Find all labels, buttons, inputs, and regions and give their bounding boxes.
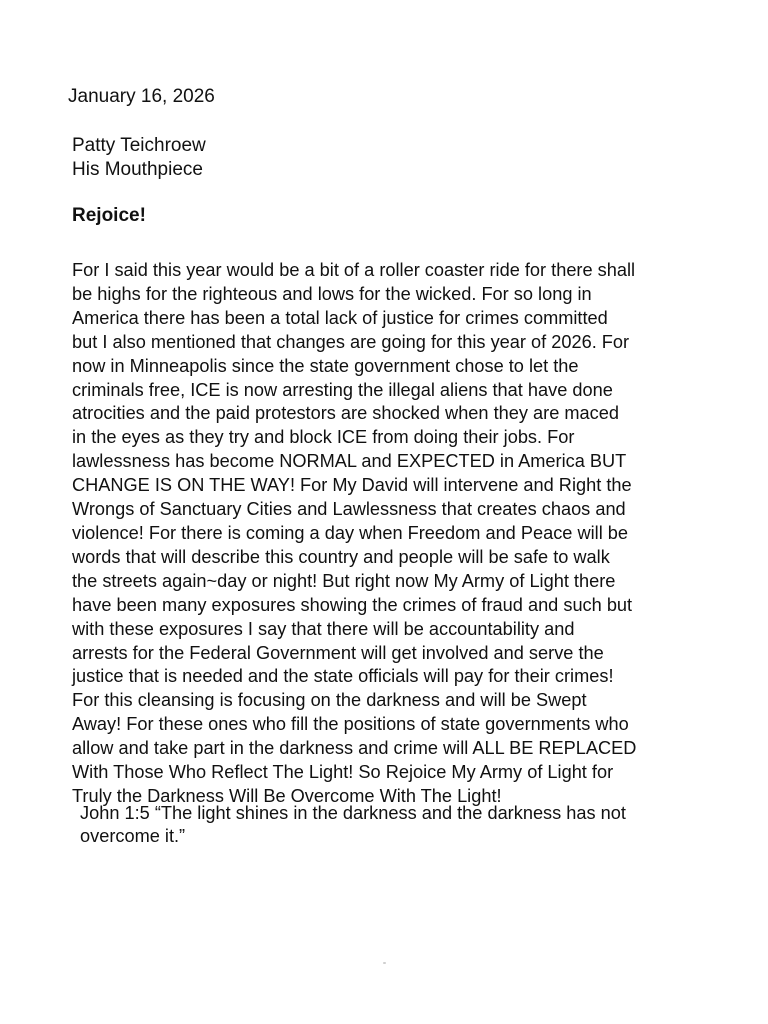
letter-title: Rejoice! [72, 205, 146, 226]
body-line: With Those Who Reflect The Light! So Rejoice My Army of Light for [72, 762, 614, 783]
body-line: CHANGE IS ON THE WAY! For My David will intervene and Right the [72, 475, 632, 496]
body-line: violence! For there is coming a day when Freedom and Peace will be [72, 522, 629, 543]
body-line: arrests for the Federal Government will get involved and serve the [72, 642, 604, 663]
scan-smudge [383, 962, 386, 964]
author-role: His Mouthpiece [72, 159, 203, 180]
body-line: words that will describe this country and people will be safe to walk [72, 546, 610, 567]
scripture-verse [80, 802, 700, 848]
letter-date: January 16, 2026 [68, 86, 215, 107]
body-line: the streets again~day or night! But right now My Army of Light there [72, 570, 616, 591]
body-line: justice that is needed and the state officials will pay for their crimes! [72, 666, 614, 687]
body-line: For I said this year would be a bit of a roller coaster ride for there shall [72, 260, 636, 280]
body-line: with these exposures I say that there will be accountability and [72, 618, 575, 639]
body-line: Truly the Darkness Will Be Overcome With The Light! [72, 785, 502, 806]
verse-line: overcome it.” [80, 826, 186, 846]
body-line: in the eyes as they try and block ICE from doing their jobs. For [72, 427, 575, 448]
body-line: have been many exposures showing the crimes of fraud and such but [72, 594, 633, 615]
body-line: be highs for the righteous and lows for the wicked. For so long in [72, 283, 592, 304]
body-line: Away! For these ones who fill the positions of state governments who [72, 714, 629, 735]
body-line: allow and take part in the darkness and crime will ALL BE REPLACED [72, 738, 637, 759]
body-line: atrocities and the paid protestors are shocked when they are maced [72, 403, 619, 424]
letter-body [72, 259, 732, 809]
body-line: now in Minneapolis since the state government chose to let the [72, 355, 579, 376]
body-line: For this cleansing is focusing on the darkness and will be Swept [72, 690, 587, 711]
author-name: Patty Teichroew [72, 135, 206, 156]
body-line: lawlessness has become NORMAL and EXPECTED in America BUT [72, 451, 627, 472]
body-line: Wrongs of Sanctuary Cities and Lawlessness that creates chaos and [72, 499, 626, 520]
verse-line: John 1:5 “The light shines in the darkness and the darkness has not [80, 803, 626, 823]
author-block [72, 134, 206, 182]
body-line: criminals free, ICE is now arresting the illegal aliens that have done [72, 379, 613, 400]
body-line: but I also mentioned that changes are going for this year of 2026. For [72, 331, 630, 352]
body-line: America there has been a total lack of justice for crimes committed [72, 307, 608, 328]
